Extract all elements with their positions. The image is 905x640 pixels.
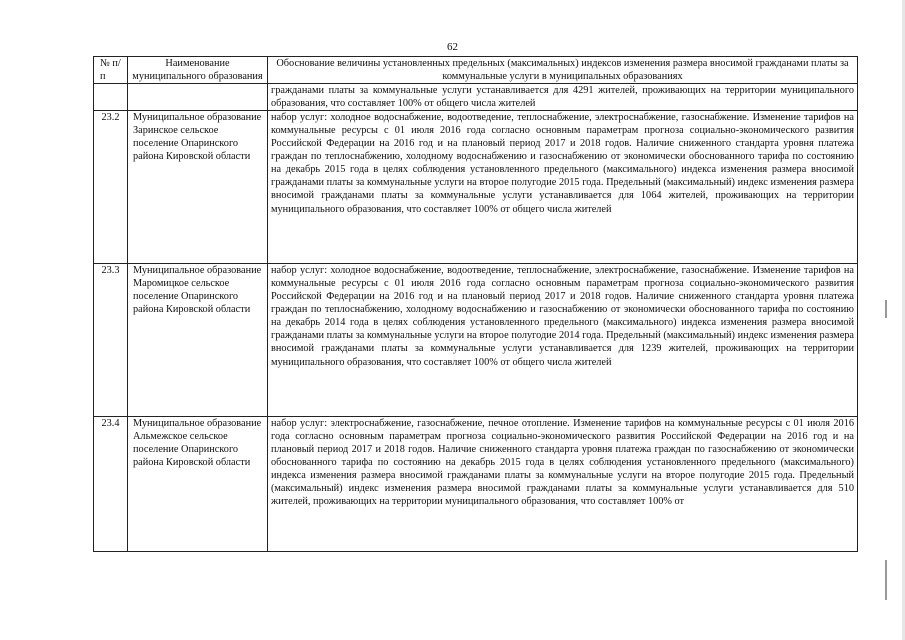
header-municipality-name: Наименование муниципального образования xyxy=(128,57,268,84)
scan-artifact-mark xyxy=(885,300,887,318)
header-number: № п/п xyxy=(94,57,128,84)
justification-text: набор услуг: электроснабжение, газоснабжение, печное отопление. Изменение тарифов на коммунальные ресурсы с 01 июля 2016 года согласно основным параметрам прогноза социально-экономического развития Российской Федерации на 2016 год и на плановый период 2017 и 2018 годов. Наличие сниженного стандарта уровня платежа граждан по газоснабжению от экономически обоснованного тарифа по состоянию на декабрь 2015 года в целях соблюдения установленного предельного (максимального) индекса изменения размера вносимой гражданами платы за коммунальные услуги на второе полугодие 2015 года. Предельный (максимальный) индекс изменения размера вносимой гражданами платы за коммунальные услуги устанавливается для 510 жителей, проживающих на территории муниципального образования, что составляет 100% от xyxy=(268,417,858,552)
table-row-continuation xyxy=(94,84,858,111)
justification-text: набор услуг: холодное водоснабжение, водоотведение, теплоснабжение, электроснабжение, газоснабжение. Изменение тарифов на коммунальные ресурсы с 01 июля 2016 года согласно основным параметрам прогноза социально-экономического развития Российской Федерации на 2016 год и на плановый период 2017 и 2018 годов. Наличие сниженного стандарта уровня платежа граждан по теплоснабжению, холодному водоснабжению и газоснабжению от экономически обоснованного тарифа по состоянию на декабрь 2014 года в целях соблюдения установленного предельного (максимального) индекса изменения размера вносимой гражданами платы за коммунальные услуги на второе полугодие 2014 года. Предельный (максимальный) индекс изменения размера вносимой гражданами платы за коммунальные услуги устанавливается для 1239 жителей, проживающих на территории муниципального образования, что составляет 100% от общего числа жителей xyxy=(268,264,858,417)
municipality-name: Муниципальное образование Заринское сельское поселение Опаринского района Кировской области xyxy=(128,111,268,264)
municipality-name: Муниципальное образование Маромицкое сельское поселение Опаринского района Кировской области xyxy=(128,264,268,417)
table-row xyxy=(94,264,858,417)
header-justification: Обоснование величины установленных предельных (максимальных) индексов изменения размера вносимой гражданами платы за коммунальные услуги в муниципальных образованиях xyxy=(268,57,858,84)
justification-text: набор услуг: холодное водоснабжение, водоотведение, теплоснабжение, электроснабжение, газоснабжение. Изменение тарифов на коммунальные ресурсы с 01 июля 2016 года согласно основным параметрам прогноза социально-экономического развития Российской Федерации на 2016 год и на плановый период 2017 и 2018 годов. Наличие сниженного стандарта уровня платежа граждан по теплоснабжению, холодному водоснабжению и газоснабжению от экономически обоснованного тарифа по состоянию на декабрь 2015 года в целях соблюдения установленного предельного (максимального) индекса изменения размера вносимой гражданами платы за коммунальные услуги на второе полугодие 2015 года. Предельный (максимальный) индекс изменения размера вносимой гражданами платы за коммунальные услуги устанавливается для 1064 жителей, проживающих на территории муниципального образования, что составляет 100% от общего числа жителей xyxy=(268,111,858,264)
table-row xyxy=(94,111,858,264)
row-number: 23.2 xyxy=(94,111,128,264)
row-number: 23.3 xyxy=(94,264,128,417)
continuation-name-cell xyxy=(128,84,268,111)
continuation-number-cell xyxy=(94,84,128,111)
page-number: 62 xyxy=(447,41,458,53)
table-header-row xyxy=(94,57,858,84)
table-row xyxy=(94,417,858,552)
scan-artifact-mark xyxy=(885,560,887,600)
row-number: 23.4 xyxy=(94,417,128,552)
municipality-name: Муниципальное образование Альмежское сельское поселение Опаринского района Кировской области xyxy=(128,417,268,552)
tariff-index-table xyxy=(93,56,858,552)
continuation-text: гражданами платы за коммунальные услуги устанавливается для 4291 жителей, проживающих на территории муниципального образования, что составляет 100% от общего числа жителей xyxy=(268,84,858,111)
